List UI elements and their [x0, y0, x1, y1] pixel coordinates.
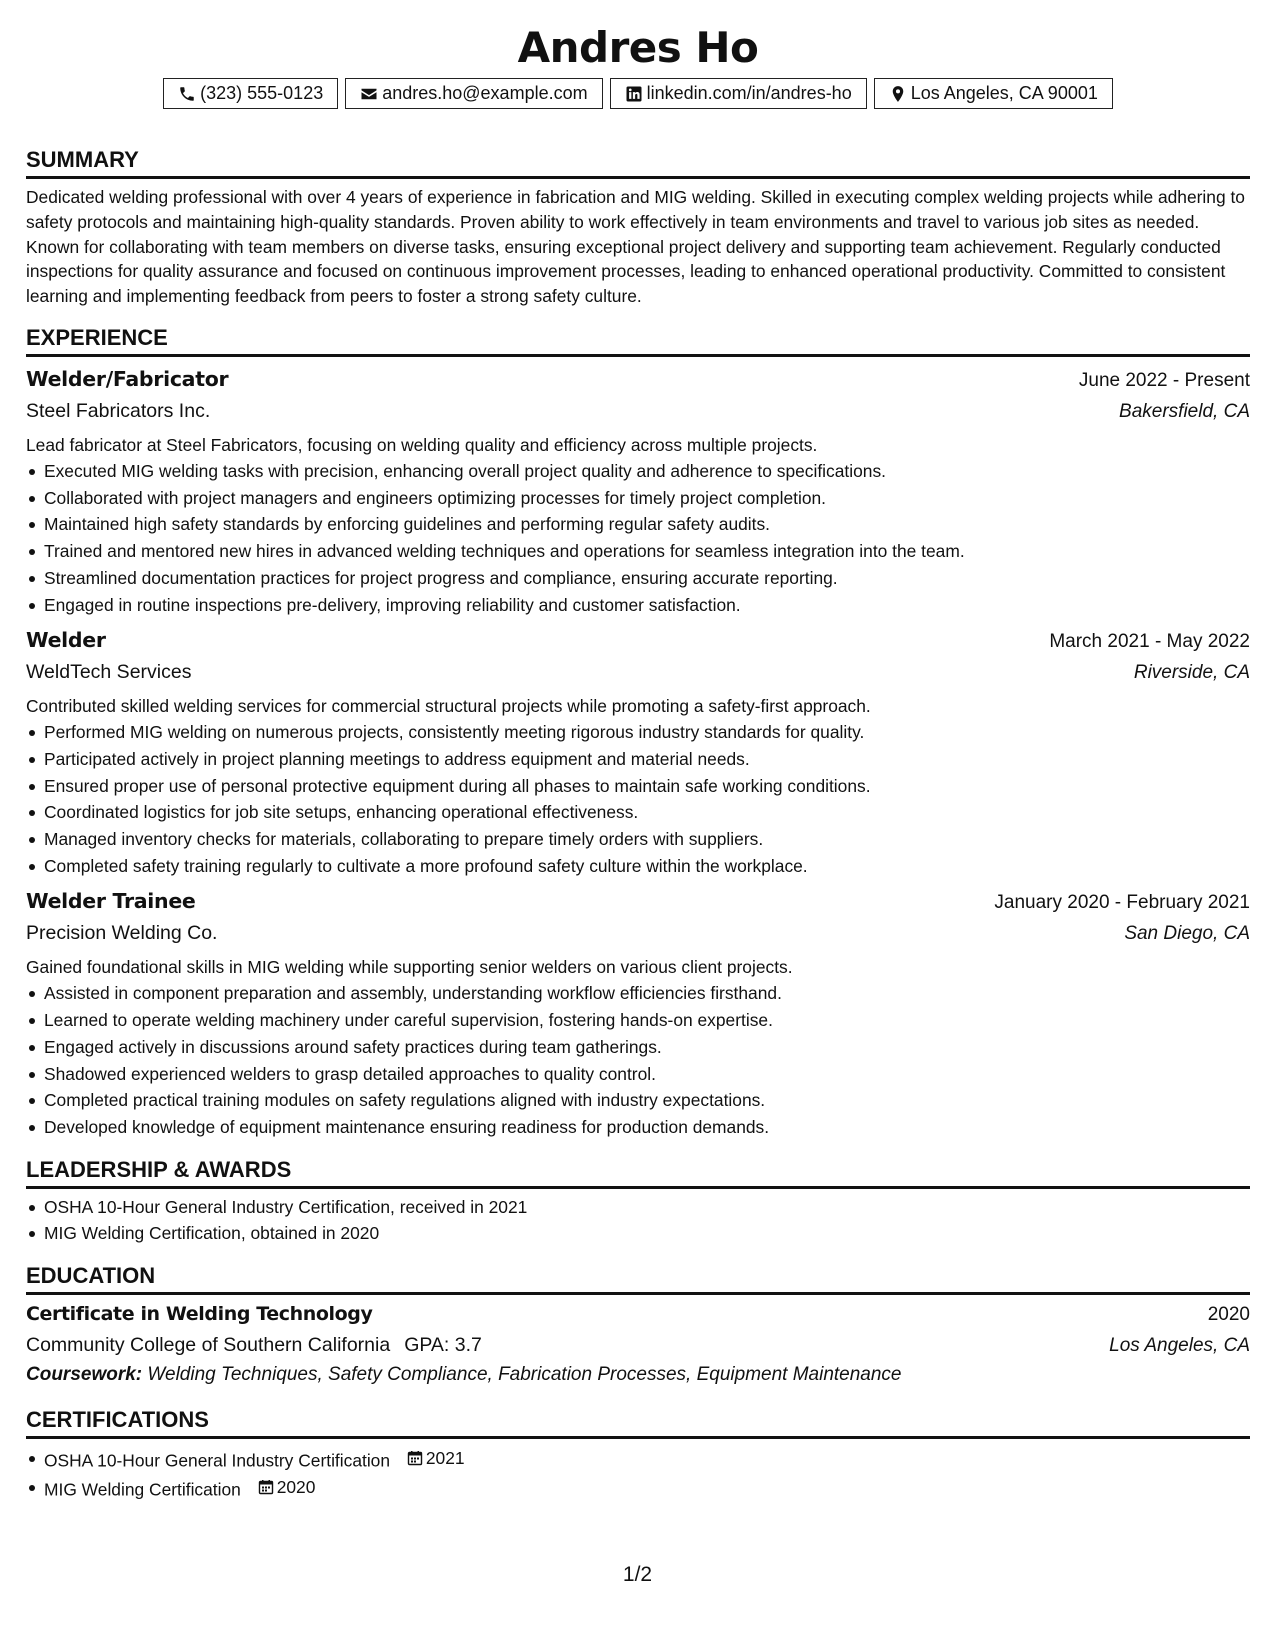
linkedin-text: linkedin.com/in/andres-ho	[646, 83, 852, 103]
job-dates: March 2021 - May 2022	[1049, 631, 1250, 653]
certifications-section	[26, 1407, 1250, 1503]
job-bullets	[26, 458, 1250, 618]
job-company: Precision Welding Co.	[26, 922, 218, 945]
cert-year: 2020	[276, 1477, 316, 1498]
list-item: Maintained high safety standards by enforcing guidelines and performing regular safety audits.	[26, 511, 1250, 538]
contact-location[interactable]	[874, 78, 1113, 109]
job-company: Steel Fabricators Inc.	[26, 399, 211, 422]
job-title: Welder Trainee	[26, 889, 196, 914]
list-item	[26, 1445, 1250, 1474]
envelope-icon	[360, 85, 378, 103]
job-description: Lead fabricator at Steel Fabricators, focusing on welding quality and efficiency across multiple projects.	[26, 434, 818, 455]
cert-name: OSHA 10-Hour General Industry Certification	[44, 1450, 391, 1471]
list-item: Collaborated with project managers and engineers optimizing processes for timely project completion.	[26, 485, 1250, 512]
education-section	[26, 1263, 1250, 1389]
list-item: Assisted in component preparation and assembly, understanding workflow efficiencies firsthand.	[26, 980, 1250, 1007]
education-year: 2020	[1207, 1304, 1250, 1326]
education-heading: EDUCATION	[26, 1263, 1250, 1295]
job-entry	[26, 364, 1250, 618]
list-item: Trained and mentored new hires in advanced welding techniques and operations for seamless integration into the team.	[26, 538, 1250, 565]
list-item: Completed practical training modules on safety regulations aligned with industry expectations.	[26, 1087, 1250, 1114]
list-item: Participated actively in project planning meetings to address equipment and material needs.	[26, 746, 1250, 773]
list-item	[26, 1474, 1250, 1503]
leadership-section	[26, 1157, 1250, 1247]
job-bullets	[26, 719, 1250, 879]
list-item: OSHA 10-Hour General Industry Certification, received in 2021	[26, 1194, 1250, 1221]
list-item: Shadowed experienced welders to grasp detailed approaches to quality control.	[26, 1061, 1250, 1088]
cert-year: 2021	[425, 1448, 465, 1469]
candidate-name: Andres Ho	[517, 23, 759, 72]
summary-section	[26, 147, 1250, 309]
leadership-heading: LEADERSHIP & AWARDS	[26, 1157, 1250, 1189]
summary-heading: SUMMARY	[26, 147, 1250, 179]
location-text: Los Angeles, CA 90001	[910, 83, 1098, 103]
contact-phone[interactable]	[163, 78, 338, 109]
coursework-label: Coursework:	[26, 1364, 143, 1386]
job-company: WeldTech Services	[26, 661, 192, 684]
map-pin-icon	[889, 85, 907, 103]
contact-bar	[26, 78, 1250, 109]
list-item: Engaged actively in discussions around safety practices during team gatherings.	[26, 1034, 1250, 1061]
job-dates: June 2022 - Present	[1078, 369, 1250, 391]
list-item: Developed knowledge of equipment maintenance ensuring readiness for production demands.	[26, 1114, 1250, 1141]
school-name: Community College of Southern California	[26, 1334, 391, 1357]
list-item: Ensured proper use of personal protective equipment during all phases to maintain safe working conditions.	[26, 773, 1250, 800]
coursework	[26, 1361, 1250, 1389]
linkedin-icon	[625, 85, 643, 103]
cert-date	[258, 1474, 316, 1501]
cert-name: MIG Welding Certification	[44, 1479, 241, 1500]
job-location: Bakersfield, CA	[1119, 400, 1250, 422]
certifications-heading: CERTIFICATIONS	[26, 1407, 1250, 1439]
resume-page	[26, 22, 1250, 1503]
list-item: Completed safety training regularly to cultivate a more profound safety culture within the workplace.	[26, 853, 1250, 880]
cert-date	[407, 1445, 465, 1472]
phone-icon	[178, 85, 196, 103]
calendar-icon	[407, 1450, 423, 1466]
calendar-icon	[258, 1479, 274, 1495]
job-entry	[26, 625, 1250, 879]
job-location: Riverside, CA	[1133, 662, 1250, 684]
contact-email[interactable]	[345, 78, 602, 109]
contact-linkedin[interactable]	[610, 78, 867, 109]
summary-text: Dedicated welding professional with over 4 years of experience in fabrication and MIG welding. Skilled in executing complex welding projects while adhering to safety protocols and maintaining high-quality standards. Proven ability to work effectively in team environments and travel to various job sites as needed. Known for collaborating with team members on diverse tasks, ensuring exceptional project delivery and supporting team achievement. Regularly conducted inspections for quality assurance and focused on continuous improvement processes, leading to enhanced operational productivity. Committed to consistent learning and implementing feedback from peers to foster a strong safety culture.	[26, 187, 1245, 307]
coursework-list: Welding Techniques, Safety Compliance, Fabrication Processes, Equipment Maintenance	[147, 1364, 902, 1386]
phone-text: (323) 555-0123	[200, 83, 324, 103]
job-title: Welder/Fabricator	[26, 366, 229, 391]
job-description: Contributed skilled welding services for commercial structural projects while promoting a safety-first approach.	[26, 696, 871, 717]
page-number: 1/2	[622, 1563, 653, 1586]
leadership-list	[26, 1194, 1250, 1247]
list-item: Coordinated logistics for job site setups, enhancing operational effectiveness.	[26, 799, 1250, 826]
experience-section	[26, 325, 1250, 1141]
list-item: Streamlined documentation practices for project progress and compliance, ensuring accurate reporting.	[26, 565, 1250, 592]
job-bullets	[26, 980, 1250, 1140]
gpa: GPA: 3.7	[404, 1334, 482, 1357]
degree-title: Certificate in Welding Technology	[26, 1303, 373, 1326]
list-item: Learned to operate welding machinery under careful supervision, fostering hands-on expertise.	[26, 1007, 1250, 1034]
job-entry	[26, 886, 1250, 1140]
job-dates: January 2020 - February 2021	[994, 892, 1250, 914]
list-item: Managed inventory checks for materials, collaborating to prepare timely orders with suppliers.	[26, 826, 1250, 853]
list-item: Engaged in routine inspections pre-delivery, improving reliability and customer satisfaction.	[26, 592, 1250, 619]
list-item: Executed MIG welding tasks with precision, enhancing overall project quality and adherence to specifications.	[26, 458, 1250, 485]
education-location: Los Angeles, CA	[1109, 1335, 1250, 1357]
job-location: San Diego, CA	[1124, 923, 1250, 945]
school-line	[26, 1330, 482, 1361]
certifications-list	[26, 1445, 1250, 1503]
list-item: Performed MIG welding on numerous projects, consistently meeting rigorous industry standards for quality.	[26, 719, 1250, 746]
email-text: andres.ho@example.com	[382, 83, 588, 103]
experience-heading: EXPERIENCE	[26, 325, 1250, 357]
list-item: MIG Welding Certification, obtained in 2020	[26, 1220, 1250, 1247]
job-title: Welder	[26, 628, 106, 653]
job-description: Gained foundational skills in MIG welding while supporting senior welders on various client projects.	[26, 957, 793, 978]
